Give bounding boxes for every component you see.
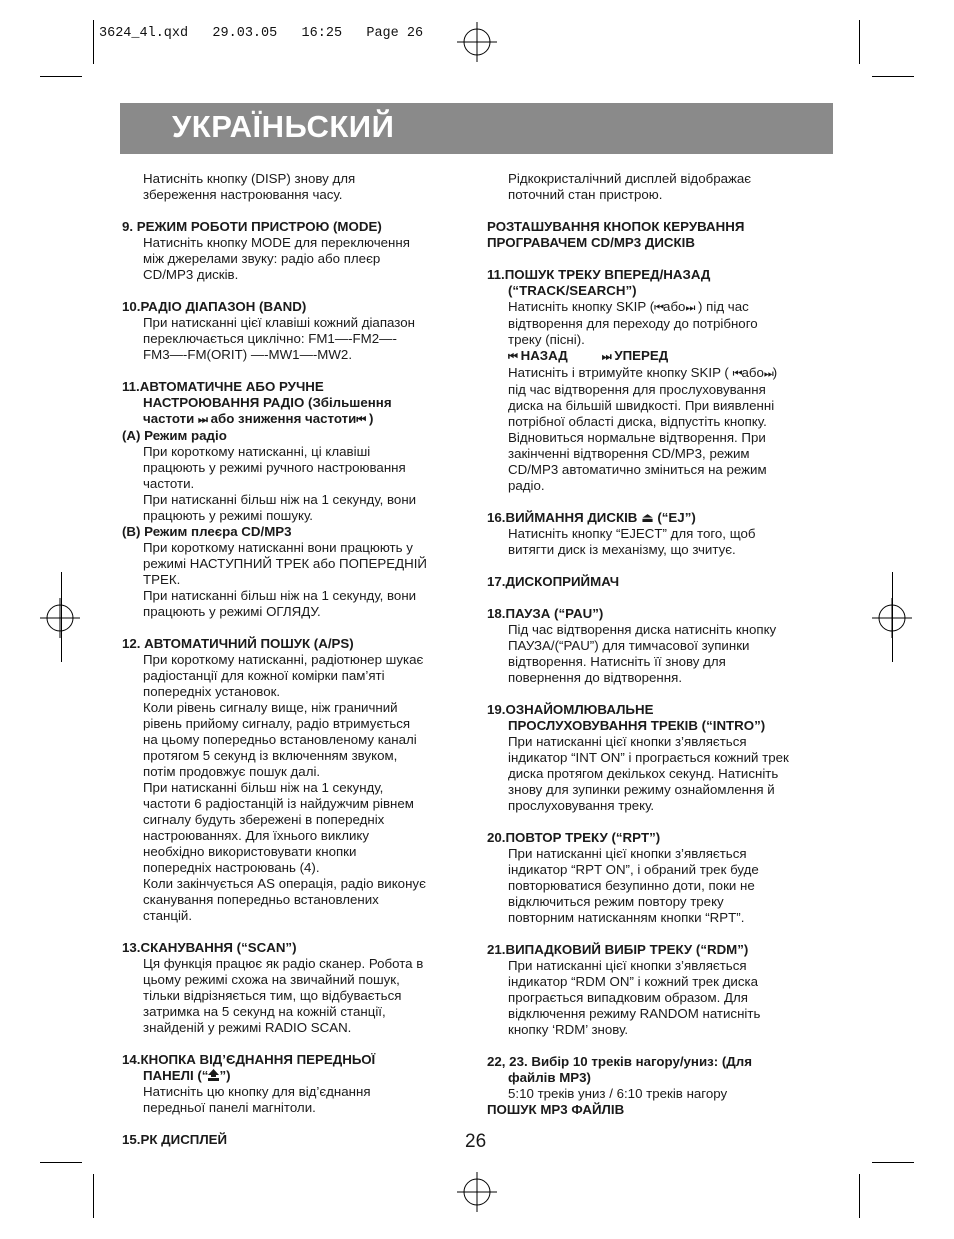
text-line: Під час відтворення диска натисніть кнопку <box>508 622 777 637</box>
text-line: Відновиться нормальне відтворення. При <box>508 430 766 445</box>
text-line: закінченні відтворення CD/MP3, режим <box>508 446 750 461</box>
text-line: програється випадковим образом. Для <box>508 990 748 1005</box>
text-line: відключення режиму RANDOM натисніть <box>508 1006 761 1021</box>
text-fragment: ”) <box>219 1068 231 1083</box>
section-body <box>487 734 835 814</box>
text-line: CD/MP3 дисків. <box>143 267 239 282</box>
section-heading: 15.РК ДИСПЛЕЙ <box>122 1132 228 1147</box>
text-line: При короткому натисканні вони працюють у <box>143 540 413 555</box>
text-line: працюють у режимі пошуку. <box>143 508 313 523</box>
text-line: диска на більшій швидкості. При виявленні <box>508 398 775 413</box>
text-fragment: частоти <box>143 411 199 426</box>
text-line: Натисніть кнопку (DISP) знову для <box>143 171 356 186</box>
section-heading: 18.ПАУЗА (“PAU”) <box>487 606 604 621</box>
text-line: ПАУЗА/(“PAU”) для тимчасової зупинки <box>508 638 750 653</box>
section-heading: 11.АВТОМАТИЧНЕ АБО РУЧНЕ <box>122 379 324 394</box>
text-line: частоти. <box>143 476 195 491</box>
registration-mark-left <box>40 598 80 638</box>
text-line: під час відтворення для прослуховування <box>508 382 766 397</box>
intro-paragraph <box>122 171 467 203</box>
text-line: FM3—-FM(ORIT) —-MW1—-MW2. <box>143 347 353 362</box>
section-body <box>122 235 467 283</box>
text-line: індикатор “RPT ON”, і обраний трек буде <box>508 862 759 877</box>
text-fragment: ) <box>772 365 778 380</box>
section-heading: 13.СКАНУВАННЯ (“SCAN”) <box>122 940 297 955</box>
section-heading: ПРОГРАВАЧЕМ CD/MP3 ДИСКІВ <box>487 235 695 250</box>
text-line: При натисканні цієї кнопки з’являється <box>508 846 747 861</box>
section-body <box>122 1084 467 1116</box>
text-line: переключається циклічно: FM1—-FM2—- <box>143 331 397 346</box>
text-line: попередніх установок. <box>143 684 281 699</box>
section-heading: 17.ДИСКОПРИЙМАЧ <box>487 574 620 589</box>
right-column <box>487 171 835 1118</box>
prev-track-icon: ⏮ <box>356 414 366 426</box>
text-line: При короткому натисканні, радіотюнер шукає <box>143 652 424 667</box>
crop-mark <box>872 1162 914 1163</box>
prev-track-icon: ⏮ <box>654 302 664 314</box>
text-line: знайденій у режимі RADIO SCAN. <box>143 1020 352 1035</box>
section-heading: (“TRACK/SEARCH”) <box>508 283 637 298</box>
text-line: При натисканні цієї клавіші кожний діапазон <box>143 315 415 330</box>
page-number: 26 <box>465 1131 487 1152</box>
section-heading: 12. АВТОМАТИЧНИЙ ПОШУК (A/PS) <box>122 636 354 651</box>
crop-mark <box>93 1174 94 1218</box>
text-fragment: ) <box>365 411 374 426</box>
section-heading: 14.КНОПКА ВІД’ЄДНАННЯ ПЕРЕДНЬОЇ <box>122 1052 376 1067</box>
text-line: затримка на 5 секунд на кожній станції, <box>143 1004 386 1019</box>
text-line: передньої панелі магнітоли. <box>143 1100 316 1115</box>
text-line: між джерелами звуку: радіо або плеєр <box>143 251 381 266</box>
text-line: потім продовжує пошук далі. <box>143 764 321 779</box>
text-fragment: ) під час <box>694 299 749 314</box>
text-fragment: ПАНЕЛІ (“ <box>143 1068 209 1083</box>
text-line: прослуховування треку. <box>508 798 655 813</box>
text-line: При натисканні цієї кнопки з’являється <box>508 958 747 973</box>
section-heading: 20.ПОВТОР ТРЕКУ (“RPT”) <box>487 830 661 845</box>
back-label: НАЗАД <box>516 348 568 363</box>
section-heading: НАСТРОЮВАННЯ РАДІО (Збільшення <box>143 395 392 410</box>
eject-icon: ⏏ <box>641 510 654 525</box>
text-line: настроюваннях. Для їхнього виклику <box>143 828 370 843</box>
print-slug: 3624_4l.qxd 29.03.05 16:25 Page 26 <box>99 26 424 41</box>
text-line: знову для зупинки режиму ознайомлення й <box>508 782 775 797</box>
section-body <box>122 315 467 363</box>
section-heading: 9. РЕЖИМ РОБОТИ ПРИСТРОЮ (MODE) <box>122 219 382 234</box>
text-line: рівень прийому сигналу, радіо втримується <box>143 716 411 731</box>
next-track-icon: ⏭ <box>601 351 611 363</box>
text-line: станцій. <box>143 908 193 923</box>
text-line: повернення до відтворення. <box>508 670 683 685</box>
text-line: При натисканні більш ніж на 1 секунду, <box>143 780 384 795</box>
section-body <box>122 956 467 1036</box>
text-line: відтворення для переходу до потрібного <box>508 316 758 331</box>
section-body <box>487 622 835 686</box>
text-line: радіостанції для кожної комірки пам’яті <box>143 668 385 683</box>
left-column <box>122 171 467 1148</box>
section-body <box>487 958 835 1038</box>
text-fragment: (“EJ”) <box>653 510 696 525</box>
next-track-icon: ⏭ <box>198 414 207 426</box>
text-line: потрібної області диска, відпустіть кнопку. <box>508 414 767 429</box>
text-line: При натисканні цієї кнопки з’являється <box>508 734 747 749</box>
text-line: працюють у режимі ручного настроювання <box>143 460 406 475</box>
text-fragment: або <box>741 365 764 380</box>
text-line: працюють у режимі ОГЛЯДУ. <box>143 604 321 619</box>
text-fragment: 16.ВИЙМАННЯ ДИСКІВ <box>487 510 642 525</box>
language-banner <box>120 103 833 154</box>
text-line: тільки відрізняється тим, що відбувається <box>143 988 402 1003</box>
text-line <box>508 299 835 316</box>
text-fragment: Натисніть кнопку SKIP ( <box>508 299 655 314</box>
text-line: індикатор “RDM ON” і кожний трек диска <box>508 974 758 989</box>
text-line: частоти 6 радіостанцій із найдужчим рівнем <box>143 796 414 811</box>
text-line: диска протягом декількох секунд. Натисніть <box>508 766 779 781</box>
text-line: повторним натисканням кнопки “RPT”. <box>508 910 745 925</box>
section-heading: РОЗТАШУВАННЯ КНОПОК КЕРУВАННЯ <box>487 219 745 234</box>
next-track-icon: ⏭ <box>763 368 773 380</box>
crop-mark <box>892 572 893 662</box>
section-heading <box>122 1068 467 1084</box>
section-body <box>487 846 835 926</box>
text-line: Ця функція працює як радіо сканер. Робота в <box>143 956 424 971</box>
text-line: треку (пісні). <box>508 332 585 347</box>
text-line: поточний стан пристрою. <box>508 187 663 202</box>
crop-mark <box>859 1174 860 1218</box>
text-line: 5:10 треків униз / 6:10 треків нагору <box>508 1086 728 1101</box>
text-line: протягом 5 секунд із включенням звуком, <box>143 748 398 763</box>
section-heading: ПОШУК MP3 ФАЙЛІВ <box>487 1102 625 1117</box>
text-line: При натисканні більш ніж на 1 секунду, вони <box>143 588 417 603</box>
section-heading: файлів MP3) <box>508 1070 591 1085</box>
text-line: відключиться режим повтору треку <box>508 894 724 909</box>
text-line: радіо. <box>508 478 545 493</box>
section-heading: 22, 23. Вибір 10 треків нагору/униз: (Для <box>487 1054 752 1069</box>
registration-mark-top <box>457 22 497 62</box>
text-line: збереження настроювання часу. <box>143 187 343 202</box>
text-line: При короткому натисканні, ці клавіші <box>143 444 371 459</box>
text-line: сканування попередньо встановлених <box>143 892 379 907</box>
intro-paragraph <box>487 171 835 203</box>
section-body <box>487 526 835 558</box>
text-fragment: Натисніть і втримуйте кнопку SKIP ( <box>508 365 733 380</box>
crop-mark <box>40 1162 82 1163</box>
section-heading: ПРОСЛУХОВУВАННЯ ТРЕКІВ (“INTRO”) <box>508 718 766 733</box>
section-body <box>122 540 467 620</box>
text-line: Натисніть кнопку “EJECT” для того, щоб <box>508 526 756 541</box>
text-line: необхідно використовувати кнопки <box>143 844 357 859</box>
text-line: кнопку ‘RDM’ знову. <box>508 1022 629 1037</box>
text-line: При натисканні більш ніж на 1 секунду, вони <box>143 492 417 507</box>
text-line: Натисніть цю кнопку для від’єднання <box>143 1084 371 1099</box>
text-line: Коли рівень сигналу вище, ніж граничний <box>143 700 398 715</box>
text-line: Рідкокристалічний дисплей відображає <box>508 171 752 186</box>
text-line: Натисніть кнопку MODE для переключення <box>143 235 410 250</box>
registration-mark-bottom <box>457 1172 497 1212</box>
text-line: відтворення. Натисніть її знову для <box>508 654 726 669</box>
text-line: сигналу будуть збережені в попередніх <box>143 812 385 827</box>
text-fragment: або зниження частоти <box>206 411 357 426</box>
text-line: індикатор “INT ON” і програється кожний трек <box>508 750 789 765</box>
crop-mark <box>61 572 62 662</box>
next-track-icon: ⏭ <box>685 302 695 314</box>
crop-mark <box>859 20 860 64</box>
detach-panel-icon <box>208 1069 219 1081</box>
section-body <box>122 444 467 524</box>
text-line: CD/MP3 автоматично зміниться на режим <box>508 462 767 477</box>
section-heading <box>487 510 835 526</box>
section-heading <box>122 411 467 428</box>
text-line: Коли закінчується AS операція, радіо виконує <box>143 876 426 891</box>
section-body <box>122 652 467 924</box>
text-line <box>508 365 835 382</box>
subsection-heading: (А) Режим радіо <box>122 428 227 443</box>
page-title: УКРАЇНЬСКИЙ <box>172 109 395 144</box>
text-line: цьому режимі схожа на звичайний пошук, <box>143 972 400 987</box>
crop-mark <box>40 76 82 77</box>
text-line: повторюватися безупинно доти, поки не <box>508 878 755 893</box>
text-fragment: або <box>663 299 686 314</box>
crop-mark <box>872 76 914 77</box>
text-line: ТРЕК. <box>143 572 181 587</box>
forward-label: УПЕРЕД <box>610 348 669 363</box>
section-body <box>487 299 835 494</box>
crop-mark <box>93 20 94 64</box>
prev-track-icon: ⏮ <box>508 351 517 363</box>
section-heading: 11.ПОШУК ТРЕКУ ВПЕРЕД/НАЗАД <box>487 267 711 282</box>
text-line: попередніх настроювань (4). <box>143 860 320 875</box>
section-heading: 10.РАДІО ДІАПАЗОН (BAND) <box>122 299 307 314</box>
subsection-heading: (В) Режим плеєра CD/MP3 <box>122 524 292 539</box>
section-heading: 19.ОЗНАЙОМЛЮВАЛЬНЕ <box>487 702 654 717</box>
text-line: витягти диск із механізму, що зчитує. <box>508 542 736 557</box>
text-line <box>508 348 835 365</box>
section-heading: 21.ВИПАДКОВИЙ ВИБІР ТРЕКУ (“RDM”) <box>487 942 749 957</box>
text-line: на цьому попередньо встановленому каналі <box>143 732 417 747</box>
text-line: режимі НАСТУПНИЙ ТРЕК або ПОПЕРЕДНІЙ <box>143 556 427 571</box>
prev-track-icon: ⏮ <box>732 368 742 380</box>
